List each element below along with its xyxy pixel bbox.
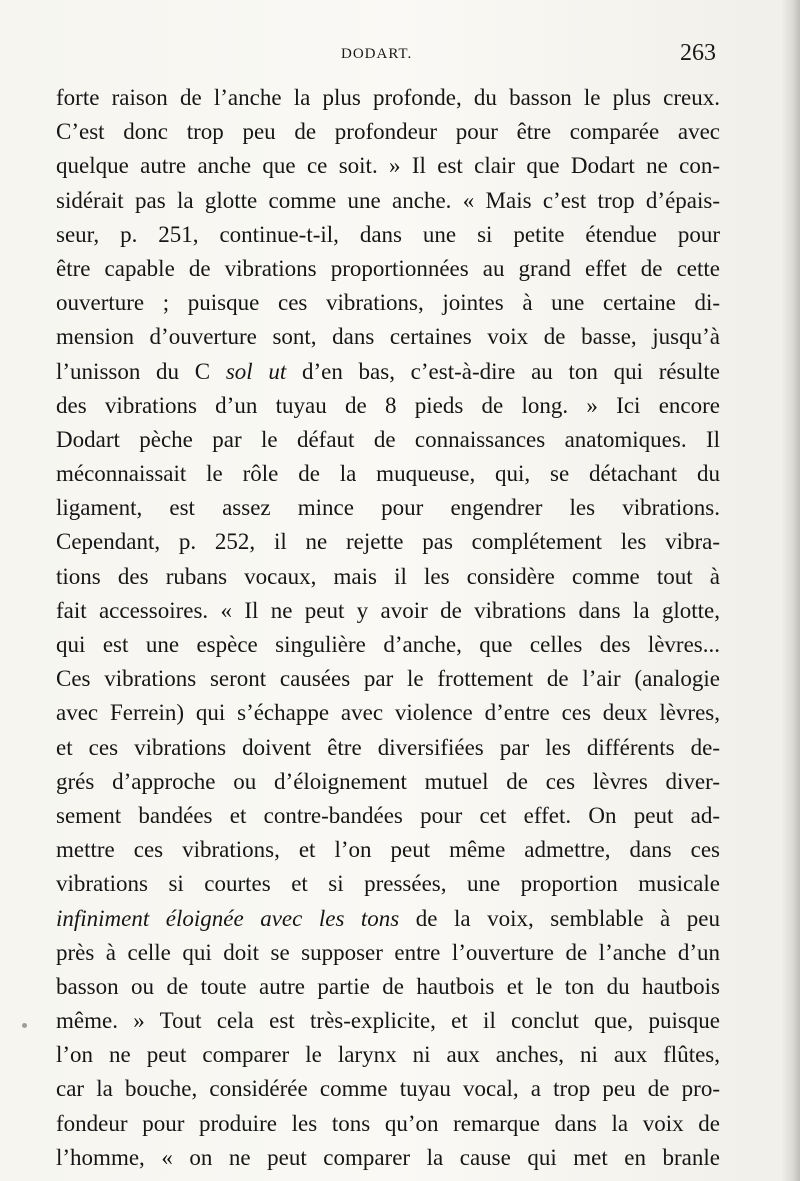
text-line xyxy=(56,970,720,1004)
text-line xyxy=(56,731,720,765)
text-span: sement bandées et contre-bandées pour cet effet. On peut ad- xyxy=(56,802,720,828)
text-span: mettre ces vibrations, et l’on peut même admettre, dans ces xyxy=(56,837,720,863)
text-span: ligament, est assez mince pour engendrer les vibrations. xyxy=(56,495,720,521)
italic-text-span: infiniment éloignée avec les tons xyxy=(56,905,400,931)
text-line xyxy=(56,696,720,730)
text-span: fait accessoires. « Il ne peut y avoir de vibrations dans la glotte, xyxy=(56,597,720,623)
text-line xyxy=(56,1038,720,1072)
page-gutter-shadow xyxy=(782,0,800,1181)
text-span: vibrations si courtes et si pressées, une proportion musicale xyxy=(56,871,720,897)
running-head: DODART. xyxy=(341,46,413,62)
text-span: l’on ne peut comparer le larynx ni aux anches, ni aux flûtes, xyxy=(56,1042,720,1068)
text-line xyxy=(56,799,720,833)
text-span: être capable de vibrations proportionnées au grand effet de cette xyxy=(56,255,720,281)
text-line xyxy=(56,491,720,525)
text-span: forte raison de l’anche la plus profonde, du basson le plus creux. xyxy=(56,85,720,110)
text-span: Cependant, p. 252, il ne rejette pas complétement les vibra- xyxy=(56,529,720,555)
margin-mark xyxy=(22,1023,27,1028)
text-span: Dodart pèche par le défaut de connaissances anatomiques. Il xyxy=(56,426,720,452)
text-span: méconnaissait le rôle de la muqueuse, qui, se détachant du xyxy=(56,461,720,487)
text-line xyxy=(56,355,720,389)
text-span: car la bouche, considérée comme tuyau vocal, a trop peu de pro- xyxy=(56,1076,720,1102)
text-span: d’en bas, c’est-à-dire au ton qui résulte xyxy=(286,358,721,384)
italic-text-span: sol ut xyxy=(225,358,287,384)
text-span: Ces vibrations seront causées par le frottement de l’air (analogie xyxy=(56,666,720,692)
text-span: fondeur pour produire les tons qu’on remarque dans la voix de xyxy=(56,1110,720,1136)
page-header xyxy=(56,40,716,76)
text-line xyxy=(56,1107,720,1141)
text-span: même. » Tout cela est très-explicite, et il conclut que, puisque xyxy=(56,1008,720,1034)
text-span: mension d’ouverture sont, dans certaines voix de basse, jusqu’à xyxy=(56,324,720,350)
text-line xyxy=(56,218,720,252)
text-span: près à celle qui doit se supposer entre l’ouverture de l’anche d’un xyxy=(56,939,720,965)
text-span: quelque autre anche que ce soit. » Il est clair que Dodart ne con- xyxy=(56,153,720,179)
text-span: sidérait pas la glotte comme une anche. « Mais c’est trop d’épais- xyxy=(56,187,720,213)
text-line xyxy=(56,560,720,594)
page-number: 263 xyxy=(680,40,716,66)
text-span: avec Ferrein) qui s’échappe avec violence d’entre ces deux lèvres, xyxy=(56,700,720,726)
text-line xyxy=(56,628,720,662)
text-span: tions des rubans vocaux, mais il les considère comme tout à xyxy=(56,563,720,589)
text-span: qui est une espèce singulière d’anche, que celles des lèvres... xyxy=(56,632,720,657)
text-line xyxy=(56,457,720,491)
text-span: et ces vibrations doivent être diversifiées par les différents de- xyxy=(56,734,720,760)
text-line xyxy=(56,662,720,696)
text-line xyxy=(56,320,720,354)
text-line xyxy=(56,184,720,218)
text-line xyxy=(56,833,720,867)
text-line xyxy=(56,252,720,286)
text-line xyxy=(56,149,720,183)
text-line xyxy=(56,1072,720,1106)
text-line xyxy=(56,81,720,115)
body-text xyxy=(56,81,720,1175)
text-span: l’homme, « on ne peut comparer la cause qui met en branle xyxy=(56,1144,720,1170)
text-line xyxy=(56,389,720,423)
text-line xyxy=(56,765,720,799)
text-line xyxy=(56,286,720,320)
text-span: l’unisson du C xyxy=(56,358,226,384)
text-line xyxy=(56,1004,720,1038)
text-line xyxy=(56,594,720,628)
text-line xyxy=(56,936,720,970)
text-line xyxy=(56,1141,720,1175)
text-line xyxy=(56,115,720,149)
text-line xyxy=(56,525,720,559)
text-line xyxy=(56,867,720,901)
text-span: basson ou de toute autre partie de hautbois et le ton du hautbois xyxy=(56,973,720,999)
text-span: grés d’approche ou d’éloignement mutuel de ces lèvres diver- xyxy=(56,768,720,794)
text-span: des vibrations d’un tuyau de 8 pieds de long. » Ici encore xyxy=(56,392,720,418)
text-line xyxy=(56,423,720,457)
text-span: ouverture ; puisque ces vibrations, jointes à une certaine di- xyxy=(56,290,720,316)
text-span: C’est donc trop peu de profondeur pour être comparée avec xyxy=(56,119,720,145)
text-span: de la voix, semblable à peu xyxy=(399,905,720,931)
text-line xyxy=(56,902,720,936)
text-span: seur, p. 251, continue-t-il, dans une si petite étendue pour xyxy=(56,221,720,247)
